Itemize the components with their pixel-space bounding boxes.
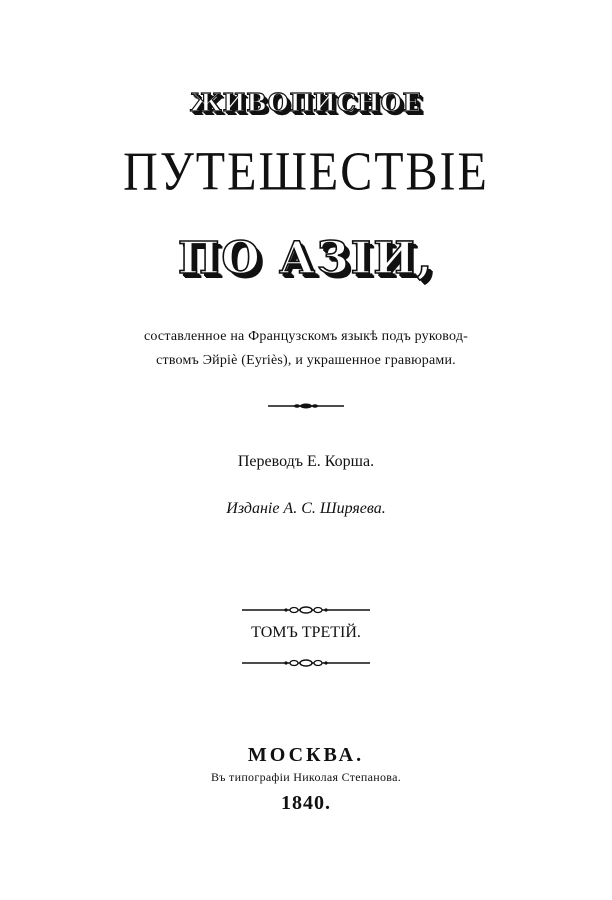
subtitle-asia: ПО АЗІИ, — [177, 233, 435, 284]
translator-line: Переводъ Е. Корша. — [237, 453, 375, 470]
main-title: ПУТЕШЕСТВІЕ — [123, 141, 489, 202]
printer-line: Въ типографіи Николая Степанова. — [210, 770, 402, 784]
decorative-headline: ЖИВОПИСНОЕ — [190, 88, 422, 117]
year-line: 1840. — [281, 792, 331, 814]
description-line-1: составленное на Французскомъ языкѣ подъ руковод- — [143, 329, 469, 344]
ornament-rule-top — [0, 603, 612, 617]
ornament-rule-bottom — [0, 656, 612, 670]
volume-line: ТОМЪ ТРЕТІЙ. — [251, 624, 361, 641]
publisher-line: Изданіе А. С. Ширяева. — [226, 500, 386, 517]
city-line: МОСКВА. — [247, 744, 365, 766]
description-line-2: ствомъ Эйріѐ (Eyriès), и украшенное гравюрами. — [156, 353, 456, 368]
ornament-rule-short — [0, 399, 612, 413]
